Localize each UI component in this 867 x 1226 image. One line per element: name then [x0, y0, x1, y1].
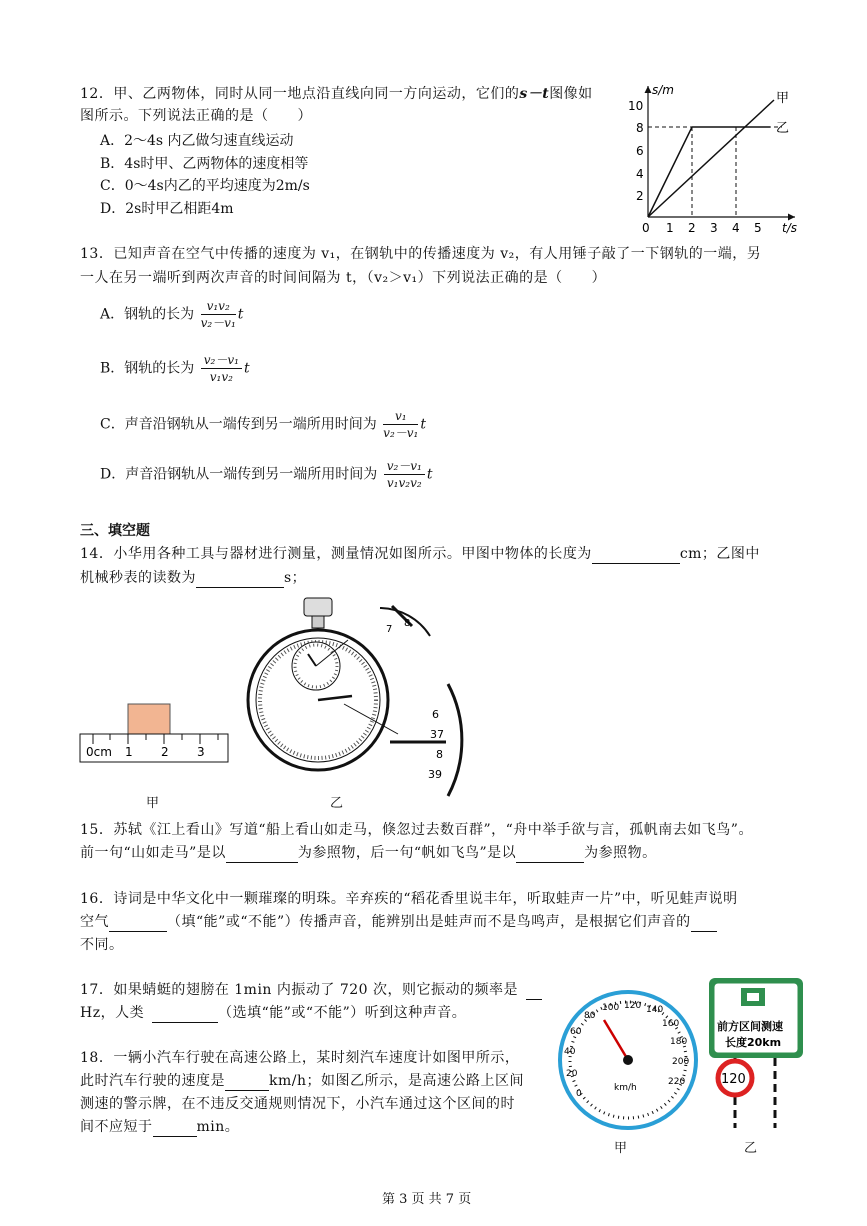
q16-line3: 不同。: [80, 937, 124, 953]
q13-option-d-text: D．声音沿钢轨从一端传到另一端所用时间为: [100, 466, 378, 483]
speedo-tick-200: 200: [672, 1057, 690, 1067]
q13-line1: 13．已知声音在空气中传播的速度为 v₁，在钢轨中的传播速度为 v₂，有人用锤子敲了一下钢轨的一端，另: [80, 246, 762, 262]
q12-option-a[interactable]: A．2～4s 内乙做匀速直线运动: [100, 133, 294, 149]
q13-option-b-text: B．钢轨的长为: [100, 360, 195, 377]
st-graph: [620, 80, 800, 240]
q18-line1: 18．一辆小汽车行驶在高速公路上，某时刻汽车速度计如图甲所示，: [80, 1050, 520, 1066]
xtick-5: 5: [754, 221, 762, 235]
q12-tail: 图像如: [549, 86, 593, 102]
q16-line1: 16．诗词是中华文化中一颗璀璨的明珠。辛弃疾的“稻花香里说丰年，听取蛙声一片”中，听见蛙声说明: [80, 891, 738, 907]
q14-stopwatch-blank[interactable]: [196, 573, 284, 588]
inset-top-8: 8: [404, 618, 411, 629]
speedo-tick-220: 220: [668, 1077, 686, 1087]
q18-label-yi: 乙: [744, 1141, 758, 1156]
frac-b-num: v₂－v₁: [201, 352, 242, 369]
xtick-0: 0: [642, 221, 650, 235]
inset-right-37: 37: [430, 728, 444, 741]
q14-text-d: s；: [284, 570, 307, 586]
q15-text-a: 前一句“山如走马”是以: [80, 845, 226, 861]
q18-blank-1[interactable]: [225, 1076, 269, 1091]
ruler-tick-1: 1: [125, 745, 133, 759]
section-heading: 三、填空题: [80, 523, 150, 539]
q13-option-c-text: C．声音沿钢轨从一端传到另一端所用时间为: [100, 416, 377, 433]
q16-text-a: 空气: [80, 914, 109, 930]
q14-label-jia: 甲: [146, 796, 160, 811]
frac-d-den: v₁v₂v₂: [386, 476, 422, 490]
q13-fraction-d: [384, 458, 425, 491]
q17-line2: [80, 1003, 466, 1023]
frac-c-den: v₂－v₁: [383, 426, 419, 440]
xtick-2: 2: [688, 221, 696, 235]
t-var: t: [237, 306, 244, 323]
inset-top-7: 7: [386, 624, 393, 635]
speedo-tick-80: 80: [584, 1011, 596, 1021]
speedo-unit: km/h: [614, 1083, 637, 1093]
frac-a-num: v₁v₂: [201, 298, 236, 315]
q15-line2: [80, 843, 657, 863]
inset-right-arc: [448, 684, 462, 796]
q18-label-jia: 甲: [614, 1141, 628, 1156]
q17-text-a: 17．如果蜻蜓的翅膀在 1min 内振动了 720 次，则它振动的频率是: [80, 982, 519, 998]
speedo-tick-160: 160: [662, 1019, 680, 1029]
speedo-tick-100: 100: [602, 1003, 620, 1013]
q16-blank-1[interactable]: [109, 917, 167, 932]
q18-text-d: min。: [196, 1119, 240, 1135]
q17-line1: [80, 980, 542, 1000]
xtick-4: 4: [732, 221, 740, 235]
q18-line3: 测速的警示牌，在不违反交通规则情况下，小汽车通过这个区间的时: [80, 1096, 515, 1112]
needle-hub: [623, 1055, 633, 1065]
q13-option-c[interactable]: [100, 408, 426, 441]
ruler-tick-3: 3: [197, 745, 205, 759]
q18-line2: [80, 1071, 524, 1091]
q12-text: 12．甲、乙两物体，同时从同一地点沿直线向同一方向运动，它们的: [80, 86, 520, 102]
sign-text-1: 前方区间测速: [717, 1020, 783, 1033]
q16-text-b: （填“能”或“不能”）传播声音，能辨别出是蛙声而不是鸟鸣声，是根据它们声音的: [167, 914, 691, 930]
stopwatch-figure: [240, 596, 480, 806]
t-var: t: [420, 416, 426, 433]
speedo-tick-140: 140: [646, 1005, 664, 1015]
q13-line2: 一人在另一端听到两次声音的时间间隔为 t，（v₂＞v₁）下列说法正确的是（ ）: [80, 270, 607, 286]
speedo-tick-20: 20: [566, 1069, 578, 1079]
stopwatch-crown: [304, 598, 332, 616]
q18-text-c: 间不应短于: [80, 1119, 153, 1135]
q16-line2: [80, 912, 717, 932]
q13-option-b[interactable]: [100, 352, 250, 385]
speedometer: [548, 990, 708, 1140]
q12-option-c[interactable]: C．0～4s内乙的平均速度为2m/s: [100, 178, 310, 194]
q14-line2: [80, 568, 306, 588]
q12-line1: [80, 84, 593, 104]
frac-c-num: v₁: [383, 408, 418, 425]
sign-text-2: 长度20km: [725, 1036, 782, 1049]
ytick-8: 8: [636, 121, 644, 135]
q17-text-b: Hz，人类: [80, 1005, 145, 1021]
q13-fraction-a: [201, 298, 236, 331]
q15-blank-1[interactable]: [226, 848, 298, 863]
q15-line1: 15．苏轼《江上看山》写道“船上看山如走马，倏忽过去数百群”，“舟中举手欲与言，孤帆南去如飞鸟”。: [80, 822, 753, 838]
q14-line1: [80, 544, 760, 564]
speedo-tick-60: 60: [570, 1027, 582, 1037]
q13-option-a[interactable]: [100, 298, 243, 331]
ytick-6: 6: [636, 144, 644, 158]
ytick-2: 2: [636, 189, 644, 203]
q14-label-yi: 乙: [330, 796, 344, 811]
ruler-tick-0: 0cm: [86, 745, 112, 759]
q13-fraction-c: [383, 408, 418, 441]
q13-fraction-b: [201, 352, 242, 385]
xtick-1: 1: [666, 221, 674, 235]
series-jia-label: 甲: [776, 91, 790, 106]
q18-blank-2[interactable]: [153, 1122, 197, 1137]
xtick-3: 3: [710, 221, 718, 235]
speedo-tick-180: 180: [670, 1037, 688, 1047]
q15-text-c: 为参照物。: [584, 845, 657, 861]
speedo-tick-0: 0: [576, 1089, 582, 1099]
speedo-tick-120: 120: [624, 1001, 642, 1011]
q18-text-a: 此时汽车行驶的速度是: [80, 1073, 225, 1089]
frac-b-den: v₁v₂: [209, 370, 233, 384]
inset-right-6: 6: [432, 708, 439, 721]
t-var: t: [426, 466, 433, 483]
q13-option-d[interactable]: [100, 458, 433, 491]
y-axis-label: s/m: [652, 83, 674, 97]
q16-blank-2[interactable]: [691, 917, 717, 932]
page-footer: 第 3 页 共 7 页: [382, 1192, 472, 1207]
ruler-tick-2: 2: [161, 745, 169, 759]
series-yi-label: 乙: [776, 121, 790, 136]
q17-text-c: （选填“能”或“不能”）听到这种声音。: [218, 1005, 467, 1021]
speed-limit-value: 120: [721, 1072, 746, 1087]
road-sign: [705, 974, 809, 1134]
ruler-figure: [78, 700, 233, 770]
q12-line2: 图所示。下列说法正确的是（ ）: [80, 108, 312, 124]
inset-right-39: 39: [428, 768, 442, 781]
measured-block: [128, 704, 170, 734]
q14-text-a: 14．小华用各种工具与器材进行测量，测量情况如图所示。甲图中物体的长度为: [80, 546, 592, 562]
series-jia-line: [648, 100, 774, 217]
frac-d-num: v₂－v₁: [384, 458, 425, 475]
q14-length-blank[interactable]: [592, 549, 680, 564]
q14-text-c: 机械秒表的读数为: [80, 570, 196, 586]
q12-option-b[interactable]: B．4s时甲、乙两物体的速度相等: [100, 156, 309, 172]
inset-right-8: 8: [436, 748, 443, 761]
q14-text-b: cm；乙图中: [679, 546, 760, 562]
ytick-4: 4: [636, 167, 644, 181]
q12-st: s－t: [519, 86, 550, 102]
x-axis-label: t/s: [782, 221, 797, 235]
q15-blank-2[interactable]: [516, 848, 584, 863]
q15-text-b: 为参照物，后一句“帆如飞鸟”是以: [297, 845, 517, 861]
speedo-tick-40: 40: [564, 1047, 576, 1057]
q17-blank-1[interactable]: [526, 985, 542, 1000]
series-yi-line: [648, 127, 770, 217]
q18-text-b: km/h；如图乙所示，是高速公路上区间: [269, 1073, 524, 1089]
ytick-10: 10: [628, 99, 644, 113]
frac-a-den: v₂－v₁: [200, 316, 236, 330]
q17-blank-2[interactable]: [152, 1008, 218, 1023]
t-var: t: [243, 360, 250, 377]
q12-option-d[interactable]: D．2s时甲乙相距4m: [100, 201, 234, 217]
q18-line4: [80, 1117, 239, 1137]
q13-option-a-text: A．钢轨的长为: [100, 306, 195, 323]
